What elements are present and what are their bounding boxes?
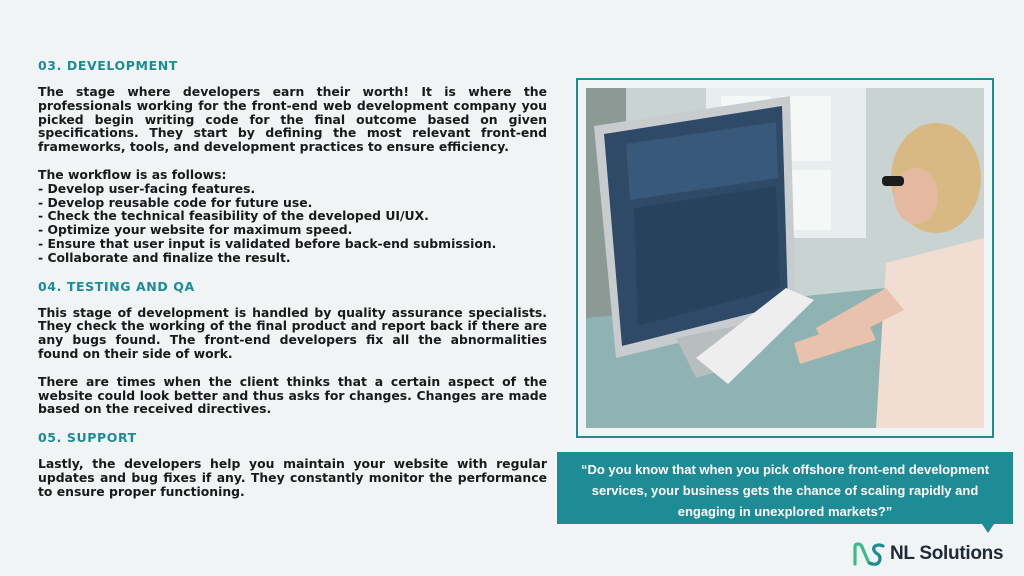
testing-paragraph-1: This stage of development is handled by quality assurance specialists. They check the working of the final product and report back if there are any bugs found. The front-end developers fix all the abnormalities found on their side of work. (38, 304, 547, 361)
workflow-title: The workflow is as follows: (38, 166, 227, 182)
list-item: - Optimize your website for maximum speed. (38, 222, 353, 238)
list-item: - Ensure that user input is validated before back-end submission. (38, 235, 497, 251)
list-item: - Check the technical feasibility of the developed UI/UX. (38, 208, 429, 224)
brand-name: NL Solutions (890, 543, 1004, 564)
list-item: - Collaborate and finalize the result. (38, 249, 291, 265)
support-paragraph: Lastly, the developers help you maintain your website with regular updates and bug fixes if any. They constantly monitor the performance to ensure proper functioning. (38, 456, 547, 499)
development-heading: 03. DEVELOPMENT (38, 58, 178, 73)
content-column (38, 58, 547, 513)
list-item: - Develop reusable code for future use. (38, 194, 313, 210)
development-intro: The stage where developers earn their worth! It is where the professionals working for the front-end web development company you picked begin writing code for the final outcome based on given specifications. They start by defining the most relevant front-end frameworks, tools, and development practices to ensure efficiency. (38, 84, 547, 155)
workflow-list (38, 168, 547, 265)
testing-paragraph-2: There are times when the client thinks that a certain aspect of the website could look better and thus asks for changes. Changes are made based on the received directives. (38, 373, 547, 417)
photo-frame (576, 78, 994, 438)
support-heading: 05. SUPPORT (38, 430, 137, 446)
developer-photo (586, 88, 984, 428)
quote-callout-tail (982, 524, 994, 533)
list-item: - Develop user-facing features. (38, 180, 256, 196)
quote-callout: “Do you know that when you pick offshore front-end development services, your business gets the chance of scaling rapidly and engaging in unexplored markets?” (557, 452, 1013, 524)
nl-solutions-logo-icon (852, 541, 886, 567)
testing-heading: 04. TESTING AND QA (38, 278, 195, 294)
brand-logo (852, 541, 1003, 567)
